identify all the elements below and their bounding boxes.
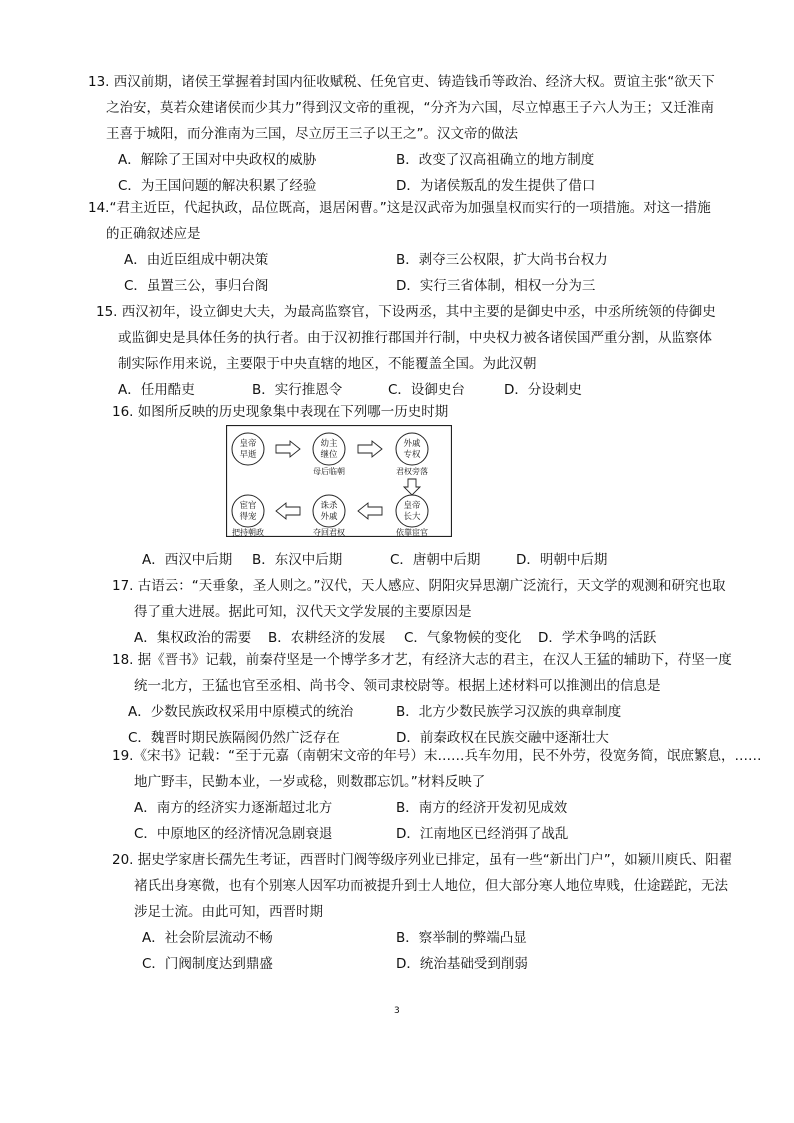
option-c[interactable]: C．唐朝中后期 [390, 552, 481, 568]
node-text: 皇帝 [239, 439, 257, 449]
question-text-line: 16. 如图所反映的历史现象集中表现在下列哪一历史时期 [112, 404, 449, 420]
option-b[interactable]: B．剥夺三公权限，扩大尚书台权力 [396, 252, 608, 268]
option-d[interactable]: D．实行三省体制，相权一分为三 [396, 278, 596, 294]
node-text: 诛杀 [320, 501, 338, 511]
question-text-line: 涉足士流。由此可知，西晋时期 [134, 904, 323, 920]
node-eunuch-favored [232, 495, 264, 527]
node-caption: 把持朝政 [232, 528, 264, 537]
options-row [100, 699, 700, 725]
question-text-line: 20. 据史学家唐长孺先生考证，西晋时门阀等级序列业已排定，虽有一些“新出门户”，如颍川庾氏、阳翟 [112, 852, 733, 868]
question-text-line: 地广野丰，民勤本业，一岁或稔，则数郡忘饥。”材料反映了 [134, 774, 486, 790]
option-c[interactable]: C．门阀制度达到鼎盛 [142, 956, 273, 972]
question-text-line: 13. 西汉前期，诸侯王掌握着封国内征收赋税、任免官吏、铸造钱币等政治、经济大权。贾谊主张“欲天下 [88, 74, 715, 90]
option-a[interactable]: A．集权政治的需要 [134, 630, 252, 646]
option-a[interactable]: A．少数民族政权采用中原模式的统治 [128, 704, 354, 720]
question-text-line: 王喜于城阳，而分淮南为三国，尽立厉王三子以王之”。汉文帝的做法 [106, 126, 518, 142]
question-text-line: 19.《宋书》记载：“至于元嘉（南朝宋文帝的年号）末……兵车勿用，民不外劳，役宽务简，氓庶繁息，…… [112, 748, 762, 764]
question-18 [100, 647, 732, 751]
option-b[interactable]: B．实行推恩令 [252, 382, 343, 398]
question-text-line: 14.“君主近臣，代起执政，品位既高，退居闲曹。”这是汉武帝为加强皇权而实行的一项措施。对这一措施 [88, 200, 711, 216]
options-row [100, 821, 700, 847]
option-a[interactable]: A．社会阶层流动不畅 [142, 930, 273, 946]
option-d[interactable]: D．江南地区已经消弭了战乱 [396, 826, 569, 842]
arrow-left-icon [358, 503, 382, 519]
question-13 [88, 69, 715, 199]
option-b[interactable]: B．东汉中后期 [252, 552, 343, 568]
question-text-line: 的正确叙述应是 [106, 226, 201, 242]
question-text-line: 17. 古语云：“天垂象，圣人则之。”汉代，天人感应、阴阳灾异思潮广泛流行，天文学的观测和研究也取 [112, 578, 726, 594]
node-caption: 依靠宦官 [396, 528, 428, 537]
option-d[interactable]: D．前秦政权在民族交融中逐渐壮大 [396, 730, 609, 746]
node-kill-consorts [313, 495, 345, 527]
option-d[interactable]: D．学术争鸣的活跃 [538, 630, 657, 646]
options-row [100, 547, 700, 573]
question-text-line: 褚氏出身寒微，也有个别寒人因军功而被提升到士人地位，但大部分寒人地位卑贱，仕途蹉跎，无法 [134, 878, 728, 894]
history-flow-diagram [226, 425, 452, 537]
node-consort-clan [396, 433, 428, 465]
node-text: 宦官 [239, 501, 257, 511]
option-a[interactable]: A．西汉中后期 [142, 552, 233, 568]
question-16-options [100, 547, 700, 573]
option-b[interactable]: B．农耕经济的发展 [268, 630, 386, 646]
option-c[interactable]: C．为王国问题的解决积累了经验 [118, 178, 317, 194]
option-b[interactable]: B．察举制的弊端凸显 [396, 930, 527, 946]
option-a[interactable]: A．解除了王国对中央政权的威胁 [118, 152, 317, 168]
option-d[interactable]: D．分设刺史 [504, 382, 582, 398]
node-caption: 母后临朝 [313, 467, 345, 476]
question-20 [100, 847, 733, 977]
question-text-line: 或监御史是具体任务的执行者。由于汉初推行郡国并行制，中央权力被各诸侯国严重分割，从监察体 [118, 330, 712, 346]
node-text: 继位 [320, 450, 338, 460]
option-b[interactable]: B．北方少数民族学习汉族的典章制度 [396, 704, 622, 720]
node-text: 幼主 [320, 439, 338, 449]
node-caption: 夺回君权 [313, 528, 345, 537]
node-text: 外戚 [403, 439, 421, 449]
question-16 [100, 399, 700, 425]
option-b[interactable]: B．南方的经济开发初见成效 [396, 800, 568, 816]
arrow-down-icon [404, 479, 420, 495]
node-text: 外戚 [320, 512, 338, 522]
option-d[interactable]: D．统治基础受到削弱 [396, 956, 528, 972]
node-emperor-dies [232, 433, 264, 465]
option-a[interactable]: A．任用酷吏 [118, 382, 195, 398]
question-text-line: 得了重大进展。据此可知，汉代天文学发展的主要原因是 [134, 604, 472, 620]
option-c[interactable]: C．设御史台 [388, 382, 465, 398]
option-c[interactable]: C．中原地区的经济情况急剧衰退 [134, 826, 333, 842]
options-row [100, 951, 700, 977]
options-row [100, 273, 700, 299]
node-text: 早逝 [239, 450, 257, 460]
option-a[interactable]: A．由近臣组成中朝决策 [124, 252, 269, 268]
node-text: 得宠 [239, 512, 257, 522]
option-c[interactable]: C．虽置三公，事归台阁 [124, 278, 269, 294]
option-b[interactable]: B．改变了汉高祖确立的地方制度 [396, 152, 595, 168]
node-young-ruler [313, 433, 345, 465]
node-text: 专权 [403, 450, 421, 460]
options-row [100, 147, 700, 173]
question-14 [88, 195, 711, 299]
question-17 [100, 573, 726, 651]
question-19 [100, 743, 762, 847]
arrow-right-icon [276, 441, 300, 457]
option-c[interactable]: C．气象物候的变化 [404, 630, 522, 646]
options-row [100, 925, 700, 951]
options-row [100, 795, 700, 821]
node-emperor-grows [396, 495, 428, 527]
options-row [100, 247, 700, 273]
option-d[interactable]: D．为诸侯叛乱的发生提供了借口 [396, 178, 596, 194]
arrow-right-icon [358, 441, 382, 457]
question-15 [96, 299, 716, 403]
node-text: 皇帝 [403, 501, 421, 511]
option-c[interactable]: C．魏晋时期民族隔阂仍然广泛存在 [128, 730, 340, 746]
option-d[interactable]: D．明朝中后期 [516, 552, 608, 568]
arrow-left-icon [276, 503, 300, 519]
option-a[interactable]: A．南方的经济实力逐渐超过北方 [134, 800, 333, 816]
node-text: 长大 [403, 512, 421, 522]
node-caption: 君权旁落 [396, 467, 428, 476]
question-text-line: 之治安，莫若众建诸侯而少其力”得到汉文帝的重视，“分齐为六国，尽立悼惠王子六人为王；又迁淮南 [106, 100, 714, 116]
page-number: 3 [394, 1006, 400, 1016]
question-text-line: 统一北方，王猛也官至丞相、尚书令、领司隶校尉等。根据上述材料可以推测出的信息是 [134, 678, 661, 694]
question-text-line: 15. 西汉初年，设立御史大夫，为最高监察官，下设两丞，其中主要的是御史中丞，中丞所统领的侍御史 [96, 304, 716, 320]
question-text-line: 18. 据《晋书》记载，前秦苻坚是一个博学多才艺，有经济大志的君主，在汉人王猛的辅助下，苻坚一度 [112, 652, 732, 668]
question-text-line: 制实际作用来说，主要限于中央直辖的地区，不能覆盖全国。为此汉朝 [118, 356, 537, 372]
